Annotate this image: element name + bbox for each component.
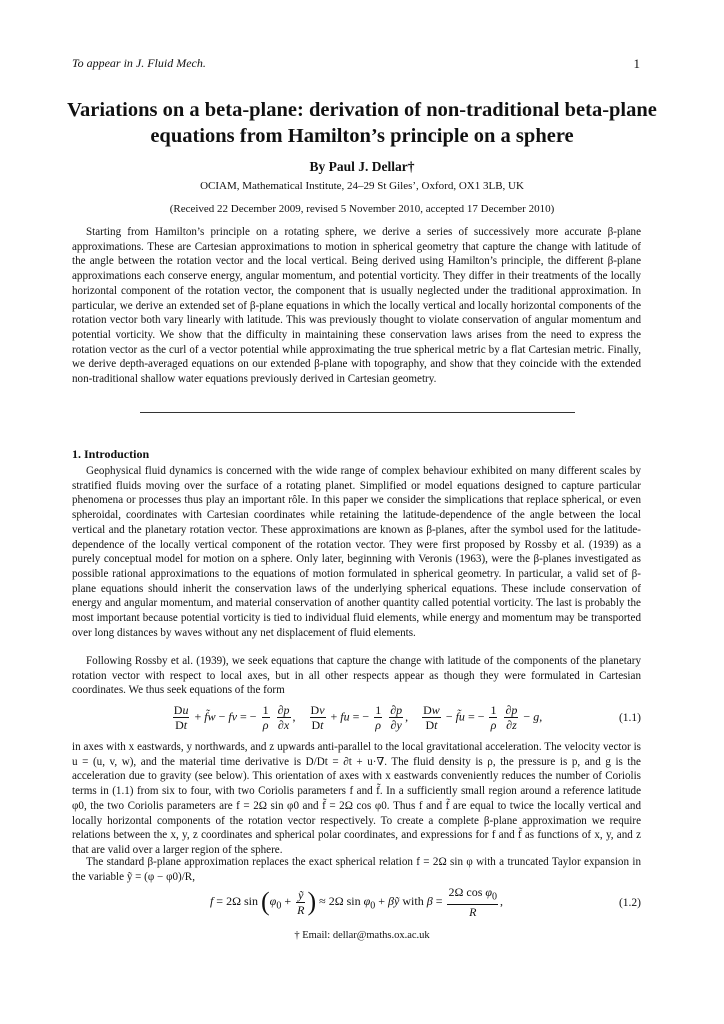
abstract-divider [140,412,575,413]
equation-body: $\frac{Du}{Dt}$ + f̃w − fv = − $\frac{1}{\rho}$ $\frac{\partial p}{\partial x}$ , $\frac{Dv}{Dt}$ + fu = − $\frac{1}{\rho}$ $\frac{\partial p}{\partial y}$ , $\frac{Dw}{Dt}$ − f̃u = − $\frac{1}{\rho}$ $\frac{\partial p}{\partial z}$ − g, [173,703,543,732]
equation-1-2 [72,885,641,923]
author-line: By Paul J. Dellar† [309,159,415,174]
paragraph-text: Following Rossby et al. (1939), we seek equations that capture the change with latitude of the components of the planetary rotation vector with respect to local axes, but in all other respects appear as though they were formulated in Cartesian coordinates. We thus seek equations of the form [72,655,641,697]
affiliation: OCIAM, Mathematical Institute, 24–29 St Giles’, Oxford, OX1 3LB, UK [200,180,524,192]
page-number: 1 [633,56,640,71]
paragraph-text: in axes with x eastwards, y northwards, and z upwards anti-parallel to the local gravitational acceleration. The velocity vector is u = (u, v, w), and the material time derivative is D/Dt = ∂t + u·∇. The fluid density is ρ, the pressure is p, and g is the acceleration due to gravity (see below). This orientation of axes with x eastwards conveniently reduces the number of Coriolis terms in (1.1) from six to four, with two Coriolis parameters f and f̃. In a sufficiently small region around a reference latitude φ0, the two Coriolis parameters are f = 2Ω sin φ0 and f̃ = 2Ω cos φ0. Thus f and f̃ are equal to twice the locally vertical and locally horizontal components of the rotation vector respectively. To create a complete β-plane approximation we require relations between the x, y, z coordinates and spherical polar coordinates, and expressions for f and f̃ as functions of x, y, and z that are valid over a larger region of the sphere. [72,741,641,856]
equation-1-1 [72,703,641,737]
journal-note: To appear in J. Fluid Mech. [72,56,206,70]
section-heading: 1. Introduction [72,447,150,461]
body-paragraph-2 [72,654,641,698]
footnote: † Email: dellar@maths.ox.ac.uk [294,930,430,941]
paragraph-text: Geophysical fluid dynamics is concerned with the wide range of complex behaviour exhibited on many different scales by stratified fluids moving over the surface of a rotating planet. Simplified or model equations designed to capture particular phenomena or processes thus play an important rôle. In this paper we consider the simplications that replace spherical, or even spheroidal, coordinates with Cartesian coordinates while retaining the latitude-dependence of the angle between the local vertical and the planetary rotation vector. These approximations are known as β-planes, after the symbol used for the latitude-dependence of the locally vertical component of the rotation vector. They were first proposed by Rossby et al. (1939) as a purely conceptual model for motion on a sphere. Only later, beginning with Veronis (1963), were the β-planes investigated as possible rational approximations to the equations of motion formulated in spherical geometry. In particular, a valid set of β-plane equations should inherit the conservation laws of the underlying spherical equations. These include conservation of energy and angular momentum, and material conservation of another quantity called potential vorticity. The last is probably the most important because potential vorticity is tied to individual fluid elements, while energy and momentum may be transported over long distances by waves without any net displacement of fluid elements. [72,465,641,639]
running-head [72,56,640,71]
body-paragraph-4 [72,855,641,884]
equation-number: (1.2) [618,897,641,909]
body-paragraph-1 [72,464,641,640]
body-paragraph-3 [72,740,641,858]
paper-title: Variations on a beta-plane: derivation of non-traditional beta-plane equations from Hamilton’s principle on a sphere [67,99,657,147]
abstract: Starting from Hamilton’s principle on a rotating sphere, we derive a series of successively more accurate β-plane approximations. These are Cartesian approximations to motion in spherical geometry that capture the change with latitude of the angle between the rotation vector and the local vertical. Being derived using Hamilton’s principle, the different β-plane approximations each conserve energy, angular momentum, and potential vorticity. They differ in their treatments of the locally horizontal component of the rotation vector, the component that is usually neglected under the traditional approximation. In particular, we derive an extended set of β-plane equations in which the locally vertical and locally horizontal components of the rotation vector both vary linearly with latitude. This was previously thought to violate conservation of angular momentum and potential vorticity. We show that the difficulty in maintaining these conservation laws arises from the need to express the rotation vector as the curl of a vector potential while approximating the true spherical metric by a flat Cartesian metric. Finally, we derive depth-averaged equations on our extended β-plane with topography, and show that they coincide with the extended non-traditional shallow water equations previously derived in Cartesian geometry. [72,226,641,386]
received-dates: (Received 22 December 2009, revised 5 November 2010, accepted 17 December 2010) [169,203,555,215]
equation-number: (1.1) [618,712,641,724]
paragraph-text: The standard β-plane approximation replaces the exact spherical relation f = 2Ω sin φ with a truncated Taylor expansion in the variable ỹ = (φ − φ0)/R, [72,856,641,883]
equation-body: f = 2Ω $\sin (\varphi_0$ + $\frac{\text{ỹ}}{R}$ ) ≈ 2Ω $\sin \varphi_0$ + βỹ with β = $\frac{2\Omega \cos \varphi_0}{R}$ , [209,885,504,920]
